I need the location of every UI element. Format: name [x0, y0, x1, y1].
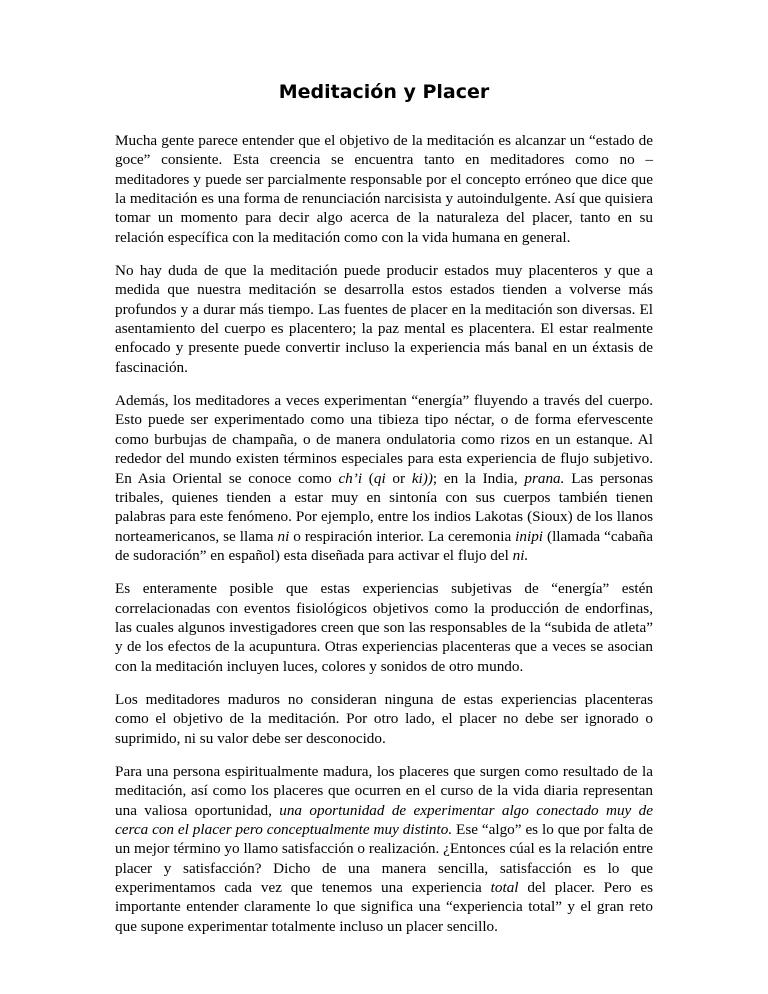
document-body	[115, 131, 653, 936]
paragraph	[115, 391, 653, 565]
emphasis-text: ki))	[411, 469, 433, 487]
emphasis-text: total	[490, 879, 519, 897]
emphasis-text: inipi	[515, 527, 544, 545]
paragraph-text: Las personas tribales, quienes tienden a estar muy en sintonía con sus cuerpos también tienen palabras para este fenómeno. Por ejemplo, entre los indios Lakotas (Sioux) de los llanos norteamericanos, se llama	[115, 469, 653, 545]
paragraph	[115, 690, 653, 748]
paragraph-text: Ese “algo” es lo que por falta de un mejor término yo llamo satisfacción o realización. ¿Entonces cúal es la relación entre placer y satisfacción? Dicho de una manera sencilla, satisfacción es lo que experimentamos cada vez que tenemos una experiencia	[115, 821, 653, 897]
paragraph	[115, 762, 653, 936]
paragraph	[115, 261, 653, 377]
paragraph-text: ; en la India,	[432, 469, 525, 487]
paragraph-text: o respiración interior. La ceremonia	[289, 527, 516, 545]
emphasis-text: ch’i	[338, 469, 363, 487]
document-page	[115, 0, 653, 936]
paragraph-text: Para una persona espiritualmente madura, los placeres que surgen como resultado de la meditación, así como los placeres que ocurren en el curso de la vida diaria representan una valiosa oportunidad,	[115, 762, 653, 819]
paragraph-text: Es enteramente posible que estas experiencias subjetivas de “energía” estén correlacionadas con eventos fisiológicos objetivos como la producción de endorfinas, las cuales algunos investigadores creen que son las responsables de la “subida de atleta” y de los efectos de la acupuntura. Otras experiencias placenteras que a veces se asocian con la meditación incluyen luces, colores y sonidos de otro mundo.	[115, 580, 653, 675]
paragraph-text: No hay duda de que la meditación puede producir estados muy placenteros y que a medida que nuestra meditación se desarrolla estos estados tienden a volverse más profundos y a durar más tiempo. Las fuentes de placer en la meditación son diversas. El asentamiento del cuerpo es placentero; la paz mental es placentera. El estar realmente enfocado y presente puede convertir incluso la experiencia más banal en un éxtasis de fascinación.	[115, 262, 653, 376]
emphasis-text: qi	[373, 469, 386, 487]
paragraph	[115, 131, 653, 247]
paragraph-text: (	[362, 469, 374, 487]
emphasis-text: una oportunidad de experimentar algo conectado muy de cerca con el placer pero conceptualmente muy distinto.	[115, 801, 653, 838]
paragraph-text: or	[385, 469, 412, 487]
paragraph-text: (llamada “cabaña de sudoración” en español) esta diseñada para activar el flujo del	[115, 527, 654, 564]
paragraph-text: Además, los meditadores a veces experimentan “energía” fluyendo a través del cuerpo. Esto puede ser experimentado como una tibieza tipo néctar, o de forma efervescente como burbujas de champaña, o de manera ondulatoria como rizos en un estanque. Al rededor del mundo existen términos especiales para esta experiencia de flujo subjetivo. En Asia Oriental se conoce como	[115, 392, 653, 487]
paragraph-text: Los meditadores maduros no consideran ninguna de estas experiencias placenteras como el objetivo de la meditación. Por otro lado, el placer no debe ser ignorado o suprimido, ni su valor debe ser desconocido.	[115, 690, 653, 747]
emphasis-text: ni	[277, 527, 290, 545]
paragraph	[115, 579, 653, 676]
document-title: Meditación y Placer	[278, 81, 490, 103]
emphasis-text: prana.	[524, 469, 565, 487]
paragraph-text: del placer. Pero es importante entender claramente lo que significa una “experiencia total” y el gran reto que supone experimentar totalmente incluso un placer sencillo.	[115, 879, 653, 935]
emphasis-text: ni.	[512, 546, 529, 564]
paragraph-text: Mucha gente parece entender que el objetivo de la meditación es alcanzar un “estado de goce” consiente. Esta creencia se encuentra tanto en meditadores como no – meditadores y puede ser parcialmente responsable por el concepto erróneo que dice que la meditación es una forma de renunciación narcisista y autoindulgente. Así que quisiera tomar un momento para decir algo acerca de la naturaleza del placer, tanto en su relación específica con la meditación como con la vida humana en general.	[115, 132, 653, 246]
